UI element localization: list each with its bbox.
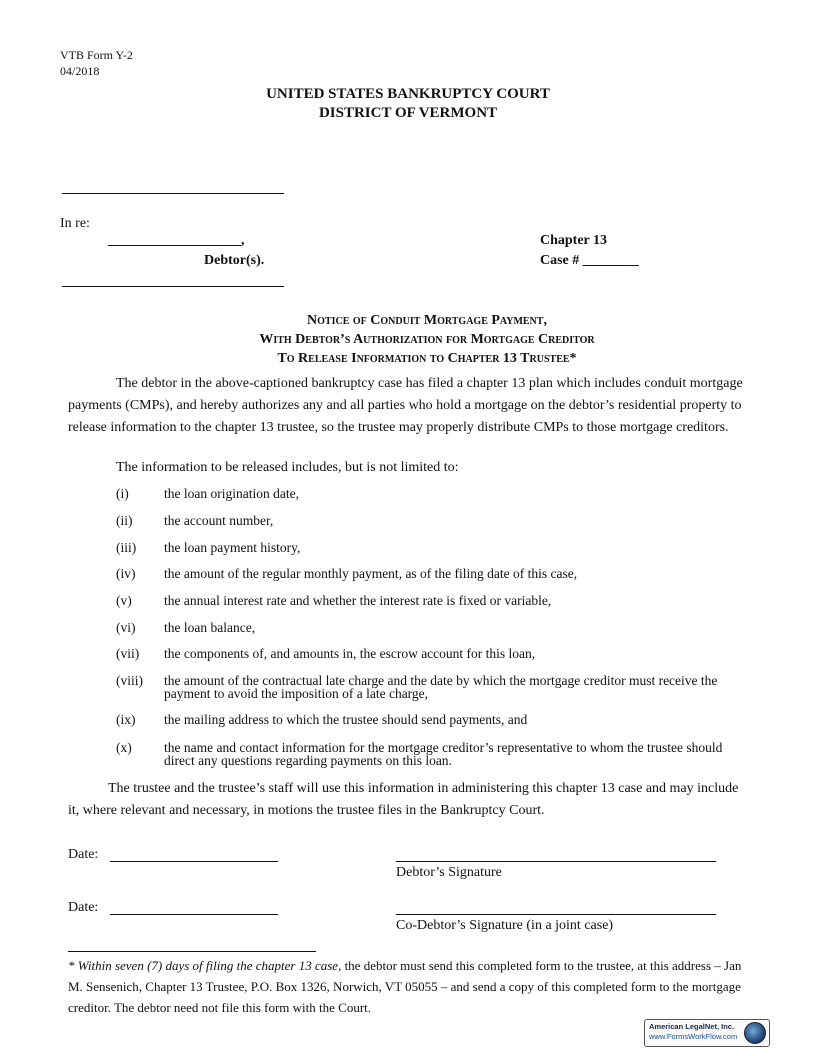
- date-label-1: Date:: [68, 847, 99, 862]
- form-id: VTB Form Y-2: [60, 48, 133, 62]
- list-item-text: the loan payment history,: [164, 540, 301, 555]
- court-district: DISTRICT OF VERMONT: [318, 105, 498, 121]
- notice-title-line2: With Debtor’s Authorization for Mortgage Creditor: [259, 332, 595, 347]
- case-number: [540, 253, 639, 269]
- list-item-number: (viii): [116, 673, 143, 688]
- notice-title-line1: Notice of Conduit Mortgage Payment,: [307, 313, 547, 328]
- list-item-number: (iii): [116, 540, 137, 555]
- debtor-label: Debtor(s).: [204, 253, 265, 268]
- date-field-1[interactable]: [110, 861, 278, 862]
- list-item-text: the mailing address to which the trustee should send payments, and: [164, 712, 528, 727]
- date-label-2: Date:: [68, 900, 99, 915]
- date-field-2[interactable]: [110, 914, 278, 915]
- list-item-text: the amount of the contractual late charge and the date by which the mortgage creditor must receive the payment to avoid the imposition of a late charge,: [164, 673, 718, 701]
- in-re-label: In re:: [60, 216, 90, 231]
- court-name: UNITED STATES BANKRUPTCY COURT: [266, 86, 550, 102]
- list-item-number: (vii): [116, 646, 140, 661]
- list-intro: The information to be released includes, but is not limited to:: [116, 460, 459, 475]
- debtor-signature-label: Debtor’s Signature: [396, 865, 502, 880]
- list-item-number: (iv): [116, 566, 136, 581]
- logo-company: American LegalNet, Inc.: [649, 1022, 735, 1031]
- chapter-label: Chapter 13: [540, 233, 608, 248]
- codebtor-signature-line[interactable]: [396, 914, 716, 915]
- list-item-text: the account number,: [164, 513, 274, 528]
- list-item-text: the amount of the regular monthly payment, as of the filing date of this case,: [164, 566, 578, 581]
- footnote: [68, 955, 748, 1018]
- list-item-number: (v): [116, 593, 132, 608]
- footnote-rule: [68, 951, 316, 952]
- case-number-label: Case #: [540, 253, 580, 268]
- list-item-text: the components of, and amounts in, the escrow account for this loan,: [164, 646, 536, 661]
- logo-url: www.FormsWorkFlow.com: [649, 1032, 738, 1041]
- list-item-text: the loan origination date,: [164, 486, 299, 501]
- list-item-number: (i): [116, 486, 129, 501]
- notice-title-line3: To Release Information to Chapter 13 Trustee*: [277, 351, 577, 366]
- intro-paragraph: The debtor in the above-captioned bankruptcy case has filed a chapter 13 plan which includes conduit mortgage payments (CMPs), and hereby authorizes any and all parties who hold a mortgage on the debtor’s residential property to release information to the chapter 13 trustee, so the trustee may properly distribute CMPs to those mortgage creditors.: [68, 376, 743, 435]
- list-item-text: the annual interest rate and whether the interest rate is fixed or variable,: [164, 593, 552, 608]
- list-item-number: (x): [116, 740, 132, 755]
- closing-paragraph: The trustee and the trustee’s staff will use this information in administering this chapter 13 case and may include it, where relevant and necessary, in motions the trustee files in the Bankruptcy Court.: [68, 781, 739, 818]
- caption-top-rule: [62, 193, 284, 194]
- debtor-signature-line[interactable]: [396, 861, 716, 862]
- footnote-text: , the debtor must send this completed form to the trustee, at this address – Jan M. Sensenich, Chapter 13 Trustee, P.O. Box 1326, Norwich, VT 05055 – and send a copy of this completed form to the mortgage creditor. The debtor need not file this form with the Court.: [68, 958, 742, 1015]
- list-item-number: (ix): [116, 712, 136, 727]
- form-date: 04/2018: [60, 64, 100, 78]
- case-number-blank[interactable]: ________: [582, 253, 639, 268]
- list-item-text: the loan balance,: [164, 620, 256, 635]
- list-item-number: (vi): [116, 620, 136, 635]
- list-item-text: the name and contact information for the mortgage creditor’s representative to whom the trustee should direct any questions regarding payments on this loan.: [164, 740, 723, 768]
- american-legalnet-logo[interactable]: [644, 1019, 770, 1047]
- debtor-name-blank[interactable]: ___________________,: [108, 233, 245, 248]
- caption-bottom-rule: [62, 286, 284, 287]
- list-item-number: (ii): [116, 513, 133, 528]
- codebtor-signature-label: Co-Debtor’s Signature (in a joint case): [396, 918, 614, 933]
- footnote-italic: * Within seven (7) days of filing the chapter 13 case: [68, 958, 339, 973]
- globe-icon: [744, 1022, 766, 1044]
- form-identifier: [60, 47, 133, 79]
